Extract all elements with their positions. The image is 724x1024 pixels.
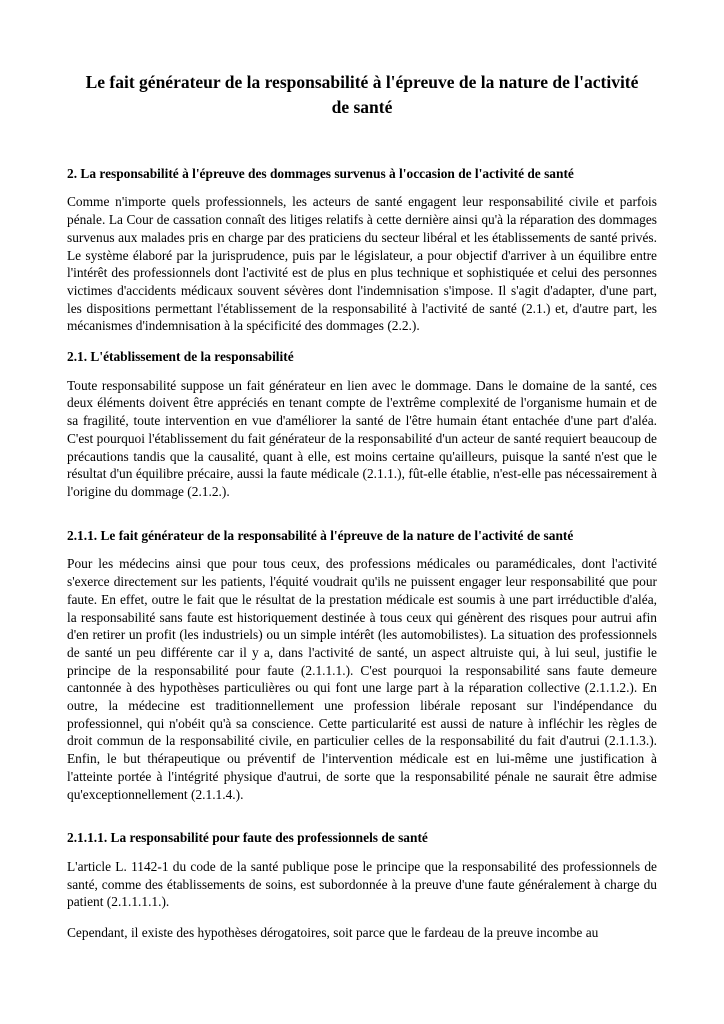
- section-heading: 2.1.1.1. La responsabilité pour faute des professionnels de santé: [67, 830, 428, 846]
- paragraph: Cependant, il existe des hypothèses dérogatoires, soit parce que le fardeau de la preuve incombe au: [67, 925, 599, 941]
- section-2: [67, 165, 657, 335]
- paragraph: Pour les médecins ainsi que pour tous ceux, des professions médicales ou paramédicales, dont l'activité s'exerce directement sur les patients, l'équité voudrait qu'ils ne puissent engager leur responsabilité que pour faute. En effet, outre le fait que le résultat de la prestation médicale est soumis à une part irréductible d'aléa, la responsabilité sans faute est historiquement destinée à tous ceux qui génèrent des risques pour autrui afin d'en retirer un profit (les industriels) ou un simple intérêt (les automobilistes). La situation des professionnels de santé un peu différente car il y a, dans l'activité de santé, un aspect altruiste qui, à lui seul, justifie le principe de la responsabilité pour faute (2.1.1.1.). C'est pourquoi la responsabilité sans faute demeure cantonnée à des hypothèses particulières ou qui font une large part à la réparation collective (2.1.1.2.). En outre, la médecine est traditionnellement une profession libérale reposant sur l'indépendance du professionnel, qui n'obéit qu'à sa conscience. Cette particularité est aussi de nature à infléchir les règles de droit commun de la responsabilité civile, en particulier celles de la responsabilité du fait d'autrui (2.1.1.3.). Enfin, le but thérapeutique ou préventif de l'intervention médicale est en lui-même une justification à l'atteinte portée à l'intégrité physique d'autrui, de sorte que la responsabilité pénale ne saurait être admise qu'exceptionnellement (2.1.1.4.).: [67, 556, 657, 802]
- document-title: Le fait générateur de la responsabilité à l'épreuve de la nature de l'activité de santé: [85, 72, 639, 118]
- section-heading: 2.1.1. Le fait générateur de la responsabilité à l'épreuve de la nature de l'activité de santé: [67, 527, 574, 543]
- paragraph: Comme n'importe quels professionnels, les acteurs de santé engagent leur responsabilité civile et parfois pénale. La Cour de cassation connaît des litiges relatifs à cette dernière ainsi qu'à la réparation des dommages survenus aux malades pris en charge par des praticiens du secteur libéral et les établissements de santé privés. Le système élaboré par la jurisprudence, puis par le législateur, a pour objectif d'arriver à un équilibre entre l'intérêt des professionnels dont l'activité est de plus en plus technique et sophistiquée et celui des personnes victimes d'accidents médicaux souvent sévères dont l'indemnisation s'impose. Il s'agit d'adapter, d'une part, les dispositions permettant l'établissement de la responsabilité à l'activité de santé (2.1.) et, d'autre part, les mécanismes d'indemnisation à la spécificité des dommages (2.2.).: [67, 194, 657, 334]
- section-heading: 2.1. L'établissement de la responsabilité: [67, 349, 294, 365]
- section-2-1: [67, 348, 657, 501]
- section-2-1-1: [67, 527, 657, 804]
- paragraph: L'article L. 1142-1 du code de la santé publique pose le principe que la responsabilité des professionnels de santé, comme des établissements de soins, est subordonnée à la preuve d'une faute généralement à charge du patient (2.1.1.1.1.).: [67, 858, 657, 910]
- section-heading: 2. La responsabilité à l'épreuve des dommages survenus à l'occasion de l'activité de santé: [67, 165, 574, 181]
- paragraph: Toute responsabilité suppose un fait générateur en lien avec le dommage. Dans le domaine de la santé, ces deux éléments doivent être appréciés en tenant compte de l'extrême complexité de l'organisme humain et de sa fragilité, toute intervention en vue d'améliorer la santé de l'être humain étant entachée d'une part d'aléa. C'est pourquoi l'établissement du fait générateur de la responsabilité d'un acteur de santé requiert beaucoup de précautions tandis que la causalité, quant à elle, est moins certaine qu'ailleurs, puisque la santé n'est que le résultat d'un équilibre précaire, aussi la faute médicale (2.1.1.), fût-elle établie, n'est-elle pas nécessairement à l'origine du dommage (2.1.2.).: [67, 377, 657, 499]
- section-2-1-1-1: [67, 829, 657, 942]
